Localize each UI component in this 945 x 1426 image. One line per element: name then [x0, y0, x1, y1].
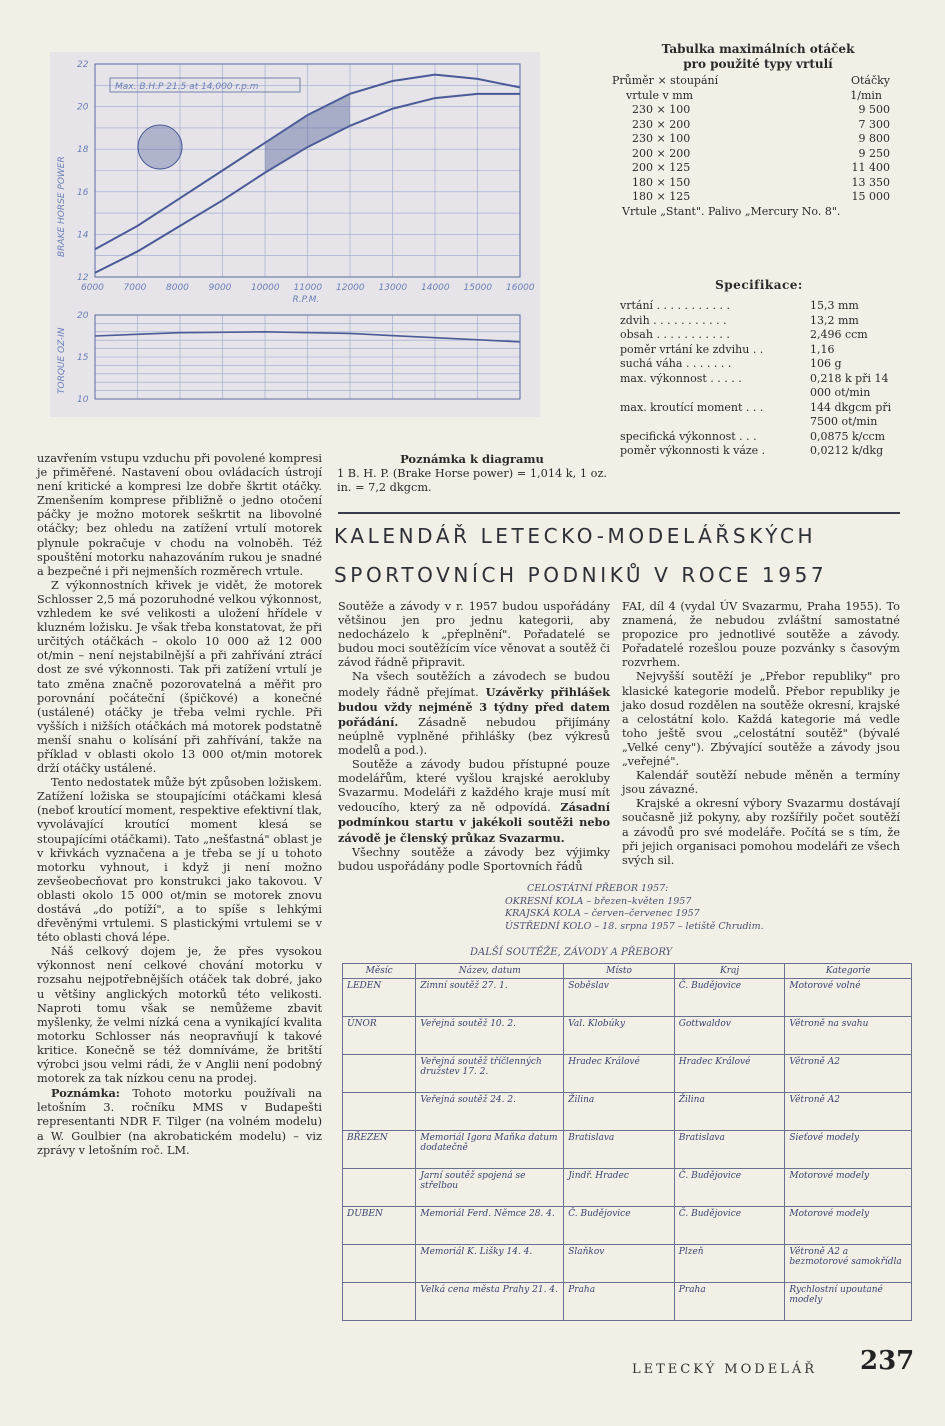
- text-span-bold: Zásadní podmínkou startu v jakékoli soutěži nebo závodě je členský průkaz Svazarmu.: [338, 800, 610, 845]
- rpm-size: 230 × 100: [632, 103, 691, 116]
- x-tick-label: 10000: [251, 283, 280, 293]
- table-cell: Praha: [564, 1283, 675, 1321]
- table-header-cell: Kraj: [674, 964, 785, 979]
- specs: [620, 278, 898, 459]
- calendar-table: [342, 963, 912, 1321]
- table-cell: [343, 1283, 416, 1321]
- rpm-value: 9 250: [858, 146, 890, 160]
- spec-key: max. výkonnost . . . . .: [620, 371, 742, 385]
- table-cell: Žilina: [674, 1093, 785, 1131]
- spec-row: [620, 299, 898, 314]
- paragraph: Nejvyšší soutěží je „Přebor republiky" pro klasické kategorie modelů. Přebor republiky je jako dosud rozdělen na soutěže okresní, krajské a celostátní kolo. Každá kategorie má vedle toho ještě svou „celostátní soutěž" (bývalé „Velké ceny"). Zbývající soutěže a závody jsou „veřejné".: [622, 670, 900, 769]
- table-row: [343, 1055, 912, 1093]
- spec-row: [620, 372, 898, 401]
- text-span: Soutěže a závody budou přístupné pouze modelářům, které vyšlou krajské aerokluby Svazarmu. Modeláři z každého kraje musí mít vedoucího, který za ně odpovídá.: [338, 758, 610, 815]
- spec-row: [620, 401, 898, 430]
- rpm-size: 180 × 150: [632, 175, 691, 189]
- rpm-table: [612, 42, 904, 219]
- note-label: Poznámka:: [51, 1086, 120, 1101]
- spec-value: 15,3 mm: [810, 299, 859, 312]
- footer-page-number: 237: [860, 1346, 915, 1376]
- calendar-table-wrap: [342, 963, 912, 1321]
- y-tick-label: 12: [77, 273, 89, 283]
- spec-key: vrtání . . . . . . . . . . .: [620, 299, 730, 312]
- rpm-value: 9 800: [858, 132, 890, 145]
- rpm-table-row: [612, 103, 904, 118]
- article-left-column: [37, 452, 322, 1158]
- table-cell: Č. Budějovice: [674, 1169, 785, 1207]
- rpm-table-note: Vrtule „Stant". Palivo „Mercury No. 8".: [622, 204, 841, 218]
- calendar-column-b: [622, 600, 900, 868]
- y-axis-label: TORQUE OZ-IN: [57, 327, 67, 394]
- spec-value: 144 dkgcm při 7500 ot/min: [810, 400, 892, 428]
- table-cell: Jindř. Hradec: [564, 1169, 675, 1207]
- x-tick-label: 14000: [421, 283, 450, 293]
- table-cell: Motorové volné: [785, 979, 912, 1017]
- torque-chart-svg: [50, 307, 540, 417]
- table-cell: Větroně A2 a bezmotorové samokřídla: [785, 1245, 912, 1283]
- x-axis-label: R.P.M.: [292, 295, 320, 305]
- table-header-cell: Kategorie: [785, 964, 912, 979]
- table-cell: Bratislava: [674, 1131, 785, 1169]
- rpm-rows: [612, 103, 904, 205]
- y-tick-label: 18: [77, 145, 89, 156]
- table-cell: Slaňkov: [564, 1245, 675, 1283]
- spec-value: 106 g: [810, 357, 842, 370]
- paragraph: Soutěže a závody v r. 1957 budou uspořádány většinou jen pro jednu kategorii, aby nedocházelo k „přeplnění". Pořadatelé se budou moci soutěžícím více věnovat a soutěž či závod řádně připravit.: [338, 600, 610, 670]
- table-cell: Soběslav: [564, 979, 675, 1017]
- table-cell: Jarní soutěž spojená se střelbou: [416, 1169, 564, 1207]
- rpm-value: 11 400: [851, 161, 890, 174]
- spec-row: [620, 328, 898, 343]
- paragraph: Tohoto motorku používali na letošním 3. ročníku MMS v Budapešti representanti NDR F. Tilger (na volném modelu) a W. Goulbier (na akrobatickém modelu) – viz zprávy v letošním roč. LM.: [37, 1087, 322, 1157]
- y-tick-label: 20: [77, 102, 89, 113]
- paragraph: Z výkonnostních křivek je vidět, že motorek Schlosser 2,5 má pozoruhodné velkou výkonnost, vzhledem ke své velikosti a uložení hřídele v kluzném ložisku. Je však třeba konstatovat, že při určitých otáčkách – okolo 10 000 až 12 000 ot/min – není nejstabilnější a při zahřívání ztrácí dost ze své výkonnosti. Tak při zatížení vrtulí je tato změna značně pozorovatelná a měřit pro porovnání počáteční (špičkové) a konečné (ustálené) otáčky je třeba velmi rychle. Při vyšších i nižších otáčkách má motorek podstatně menší snahu o kolísání při zahřívání, takže na příklad v oblasti okolo 13 000 ot/min motorek drží otáčky ustálené.: [37, 578, 322, 776]
- table-cell: Rychlostní upoutané modely: [785, 1283, 912, 1321]
- text-span: Zásadně nebudou přijímány neúplně vyplněné přihlášky (bez výkresů modelů a pod.).: [338, 715, 610, 757]
- spec-value: 13,2 mm: [810, 313, 859, 327]
- spec-key: zdvih . . . . . . . . . . .: [620, 313, 727, 327]
- table-row: [343, 1093, 912, 1131]
- table-cell: [343, 1245, 416, 1283]
- x-tick-label: 16000: [506, 283, 535, 293]
- y-tick-label: 14: [77, 230, 89, 241]
- table-header-cell: Místo: [564, 964, 675, 979]
- rpm-table-row: [612, 190, 904, 205]
- rpm-size: 200 × 125: [632, 161, 691, 174]
- spec-row: [620, 343, 898, 358]
- spec-row: [620, 357, 898, 372]
- spec-rows: [620, 299, 898, 459]
- table-cell: Memoriál K. Lišky 14. 4.: [416, 1245, 564, 1283]
- rpm-table-row: [612, 132, 904, 147]
- annotation-text: Max. B.H.P 21.5 at 14,000 r.p.m: [115, 82, 259, 92]
- table-cell: Veřejná soutěž tříčlenných družstev 17. 2.: [416, 1055, 564, 1093]
- table-cell: Sieťové modely: [785, 1131, 912, 1169]
- table-cell: Velká cena města Prahy 21. 4.: [416, 1283, 564, 1321]
- paragraph: uzavřením vstupu vzduchu při povolené kompresi je přiměřené. Nastavení obou ovládacích ústrojí není kritické a kompresi lze dobře škrtit otáčky. Zmenšením komprese přibližně o jedno otočení páčky je možno motorek seškrtit na libovolné otáčky; bez ohledu na zatížení vrtulí motorek plynule pokračuje v chodu na volnoběh. Též spouštění motorku nahazováním rukou je snadné a bezpečné i při nejmenších rozměrech vrtule.: [37, 452, 323, 578]
- table-cell: BŘEZEN: [343, 1131, 416, 1169]
- paragraph: FAI, díl 4 (vydal ÚV Svazarmu, Praha 1955). To znamená, že nebudou zvláštní samostatné propozice pro jednotlivé soutěže a závody. Pořadatelé rozešlou pouze pozvánky s časovým rozvrhem.: [622, 600, 900, 670]
- table-row: [343, 1245, 912, 1283]
- rpm-value: 9 500: [858, 103, 890, 116]
- y-tick-label: 15: [77, 353, 89, 363]
- spec-row: [620, 430, 898, 445]
- x-tick-label: 11000: [293, 283, 323, 293]
- table-cell: Žilina: [564, 1093, 675, 1131]
- spec-value: 0,0212 k/dkg: [810, 444, 884, 457]
- rpm-table-row: [612, 147, 904, 162]
- rpm-col1-header: Průměr × stoupání: [612, 74, 719, 87]
- y-tick-label: 20: [77, 311, 89, 321]
- spec-key: max. kroutící moment . . .: [620, 400, 764, 414]
- rpm-table-row: [612, 118, 904, 133]
- table-cell: Praha: [674, 1283, 785, 1321]
- y-tick-label: 16: [77, 187, 89, 198]
- table-cell: Č. Budějovice: [564, 1207, 675, 1245]
- calendar-table-title: DALŠÍ SOUTĚŽE, ZÁVODY A PŘEBORY: [470, 947, 673, 958]
- table-row: [343, 1169, 912, 1207]
- table-cell: Memoriál Igora Maňka datum dodatečně: [416, 1131, 564, 1169]
- x-tick-label: 8000: [166, 283, 189, 293]
- calendar-table-header: [343, 964, 912, 979]
- calendar-table-body: [343, 979, 912, 1321]
- table-cell: DUBEN: [343, 1207, 416, 1245]
- rpm-size: 180 × 125: [632, 190, 691, 203]
- specs-title: Specifikace:: [715, 278, 803, 292]
- table-row: [343, 1207, 912, 1245]
- table-cell: Č. Budějovice: [674, 1207, 785, 1245]
- table-cell: Plzeň: [674, 1245, 785, 1283]
- table-cell: Hradec Králové: [564, 1055, 675, 1093]
- text-span-bold: Uzávěrky přihlášek budou vždy nejméně 3 týdny před datem pořádání.: [338, 684, 610, 729]
- rpm-col1-header-2: vrtule v mm: [626, 88, 694, 102]
- table-cell: Hradec Králové: [674, 1055, 785, 1093]
- rpm-table-subtitle: pro použité typy vrtulí: [683, 57, 833, 71]
- table-cell: Val. Klobúky: [564, 1017, 675, 1055]
- table-row: [343, 1283, 912, 1321]
- paragraph: Kalendář soutěží nebude měněn a termíny jsou závazné.: [622, 769, 900, 797]
- championship-list-item: ÚSTŘEDNÍ KOLO – 18. srpna 1957 – letiště Chrudim.: [505, 920, 764, 932]
- footer-magazine: LETECKÝ MODELÁŘ: [632, 1362, 817, 1377]
- table-cell: [343, 1169, 416, 1207]
- table-row: [343, 979, 912, 1017]
- table-cell: ÚNOR: [343, 1017, 416, 1055]
- rpm-size: 230 × 100: [632, 132, 691, 145]
- x-tick-label: 13000: [378, 283, 408, 293]
- spec-value: 0,218 k při 14 000 ot/min: [810, 371, 889, 399]
- x-tick-label: 9000: [208, 283, 232, 293]
- spec-key: obsah . . . . . . . . . . .: [620, 328, 730, 341]
- calendar-column-a: [338, 600, 610, 874]
- table-cell: [343, 1055, 416, 1093]
- championship-list-item: KRAJSKÁ KOLA – červen–červenec 1957: [505, 908, 700, 919]
- table-cell: Větroně A2: [785, 1093, 912, 1131]
- paragraph: Všechny soutěže a závody bez výjimky budou uspořádány podle Sportovních řádů: [338, 845, 610, 873]
- x-tick-label: 12000: [336, 283, 365, 293]
- spec-row: [620, 444, 898, 459]
- table-cell: Zimní soutěž 27. 1.: [416, 979, 564, 1017]
- table-cell: Motorové modely: [785, 1169, 912, 1207]
- rpm-size: 200 × 200: [632, 146, 691, 160]
- table-row: [343, 1131, 912, 1169]
- table-cell: Motorové modely: [785, 1207, 912, 1245]
- table-cell: Gottwaldov: [674, 1017, 785, 1055]
- rpm-table-row: [612, 176, 904, 191]
- spec-value: 0,0875 k/ccm: [810, 429, 886, 443]
- spec-value: 1,16: [810, 342, 835, 356]
- power-chart: [50, 52, 540, 307]
- table-row: [343, 1017, 912, 1055]
- calendar-heading-2: SPORTOVNÍCH PODNIKŮ V ROCE 1957: [334, 563, 828, 587]
- rpm-col2-header: Otáčky: [850, 74, 890, 87]
- power-chart-svg: [50, 52, 540, 307]
- table-cell: [343, 1093, 416, 1131]
- rpm-value: 15 000: [851, 190, 890, 203]
- y-axis-label: BRAKE HORSE POWER: [57, 156, 67, 257]
- spec-value: 2,496 ccm: [810, 328, 868, 341]
- rpm-table-row: [612, 161, 904, 176]
- y-tick-label: 22: [77, 60, 89, 70]
- x-tick-label: 6000: [81, 283, 104, 293]
- spec-key: suchá váha . . . . . . .: [620, 357, 732, 370]
- x-tick-label: 7000: [123, 283, 147, 293]
- torque-chart: [50, 307, 540, 417]
- rpm-size: 230 × 200: [632, 117, 691, 131]
- paragraph: Krajské a okresní výbory Svazarmu dostávají současně již pokyny, aby rozšířily počet soutěží a závodů pro své modeláře. Počítá se s tím, že při jejich organisaci pomohou modeláři ze všech svých sil.: [622, 797, 900, 867]
- table-cell: Veřejná soutěž 24. 2.: [416, 1093, 564, 1131]
- rpm-value: 7 300: [858, 117, 890, 131]
- rpm-table-title: Tabulka maximálních otáček: [661, 42, 855, 56]
- table-cell: Veřejná soutěž 10. 2.: [416, 1017, 564, 1055]
- diagram-note-title: Poznámka k diagramu: [400, 452, 544, 466]
- calendar-rule: [338, 512, 900, 514]
- table-cell: Větroně A2: [785, 1055, 912, 1093]
- diagram-note: [337, 452, 607, 495]
- spec-row: [620, 314, 898, 329]
- championship-list-item: CELOSTÁTNÍ PŘEBOR 1957:: [527, 883, 669, 894]
- x-tick-label: 15000: [463, 283, 493, 293]
- spec-key: specifická výkonnost . . .: [620, 429, 757, 443]
- paragraph: Náš celkový dojem je, že přes vysokou výkonnost není celkové chování motorku v rozsahu nejpotřebnějších otáček tak dobré, jako u většiny anglických motorků této velikosti. Naproti tomu však se nemůžeme zbavit myšlenky, že velmi nízká cena a vynikající kvalita motorku Schlosser nás neopravňují k takové kritice. Konečně se též domníváme, že britští výrobci jsou velmi rádi, že v Anglii není podobný motorek za tak nízkou cenu na prodej.: [37, 945, 322, 1086]
- championship-list-item: OKRESNÍ KOLA – březen–květen 1957: [505, 895, 692, 907]
- table-cell: LEDEN: [343, 979, 416, 1017]
- table-cell: Větroně na svahu: [785, 1017, 912, 1055]
- calendar-heading-1: KALENDÁŘ LETECKO-MODELÁŘSKÝCH: [334, 524, 817, 548]
- table-cell: Memoriál Ferd. Němce 28. 4.: [416, 1207, 564, 1245]
- spec-key: poměr vrtání ke zdvihu . .: [620, 342, 764, 356]
- paragraph: Tento nedostatek může být způsoben ložiskem. Zatížení ložiska se stoupajícími otáčkami klesá (neboť kroutící moment, respektive efektivní tlak, vyvolávající kroutící moment klesá se stoupajícími otáčkami). Tato „nešťastná" oblast je v křivkách vyznačena a je třeba se jí u tohoto motorku vyhnout, i když ji není možno zevšeobecňovat pro konstrukci jako takovou. V oblasti okolo 15 000 ot/min se motorek znovu dostává „do potíží", a to spíše s lehkými dřevěnými vrtulemi. S plastickými vrtulemi se v této oblasti chová lépe.: [37, 776, 322, 945]
- table-cell: Č. Budějovice: [674, 979, 785, 1017]
- logo-seal: [138, 125, 182, 169]
- y-tick-label: 10: [77, 395, 89, 405]
- table-header-cell: Název, datum: [416, 964, 564, 979]
- championship-list: [505, 883, 905, 933]
- diagram-note-text: 1 B. H. P. (Brake Horse power) = 1,014 k, 1 oz. in. = 7,2 dkgcm.: [337, 467, 607, 495]
- rpm-col2-header-2: 1/min: [850, 88, 882, 102]
- text-span: Na všech soutěžích a závodech se budou modely řádně přejímat.: [338, 670, 610, 699]
- table-header-cell: Měsíc: [343, 964, 416, 979]
- spec-key: poměr výkonnosti k váze .: [620, 444, 766, 457]
- table-cell: Bratislava: [564, 1131, 675, 1169]
- rpm-value: 13 350: [851, 175, 890, 189]
